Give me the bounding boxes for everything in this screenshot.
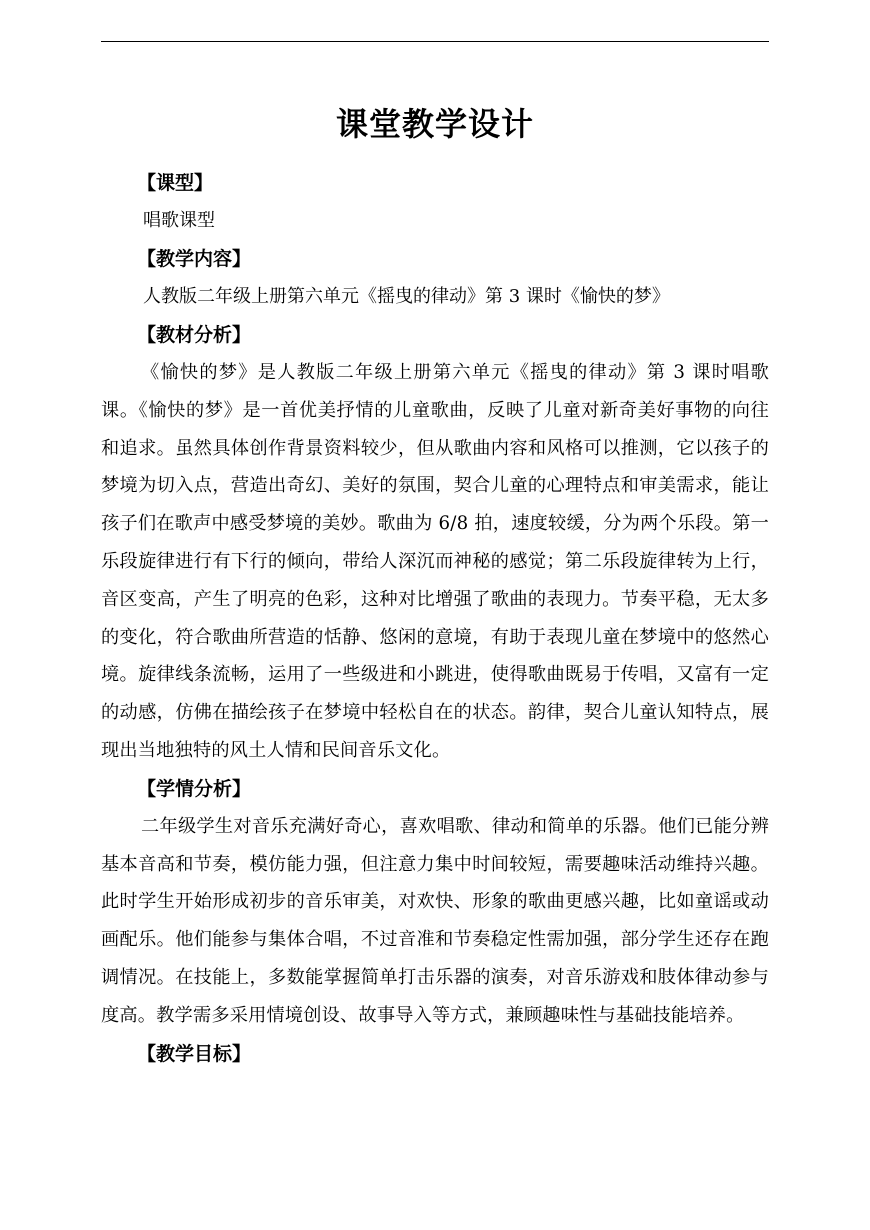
header-rule [101, 41, 769, 42]
teaching-content-text: 人教版二年级上册第六单元《摇曳的律动》第 3 课时《愉快的梦》 [143, 286, 670, 307]
lesson-type-text: 唱歌课型 [143, 210, 215, 231]
student-analysis-paragraph: 二年级学生对音乐充满好奇心，喜欢唱歌、律动和简单的乐器。他们已能分辨基本音高和节奏，模仿能力强，但注意力集中时间较短，需要趣味活动维持兴趣。此时学生开始形成初步的音乐审美，对欢快、形象的歌曲更感兴趣，比如童谣或动画配乐。他们能参与集体合唱，不过音准和节奏稳定性需加强，部分学生还存在跑调情况。在技能上，多数能掌握简单打击乐器的演奏，对音乐游戏和肢体律动参与度高。教学需多采用情境创设、故事导入等方式，兼顾趣味性与基础技能培养。 [101, 815, 769, 1026]
teaching-objectives-heading: 【教学目标】 [137, 1042, 252, 1065]
teaching-content-heading: 【教学内容】 [137, 248, 252, 270]
material-analysis-paragraph: 《愉快的梦》是人教版二年级上册第六单元《摇曳的律动》第 3 课时唱歌课。《愉快的梦》是一首优美抒情的儿童歌曲，反映了儿童对新奇美好事物的向往和追求。虽然具体创作背景资料较少，但从歌曲内容和风格可以推测，它以孩子的梦境为切入点，营造出奇幻、美好的氛围，契合儿童的心理特点和审美需求，能让孩子们在歌声中感受梦境的美妙。歌曲为 6/8 拍，速度较缓，分为两个乐段。第一乐段旋律进行有下行的倾向，带给人深沉而神秘的感觉；第二乐段旋律转为上行，音区变高，产生了明亮的色彩，这种对比增强了歌曲的表现力。节奏平稳，无太多的变化，符合歌曲所营造的恬静、悠闲的意境，有助于表现儿童在梦境中的悠然心境。旋律线条流畅，运用了一些级进和小跳进，使得歌曲既易于传唱，又富有一定的动感，仿佛在描绘孩子在梦境中轻松自在的状态。韵律，契合儿童认知特点，展现出当地独特的风土人情和民间音乐文化。 [101, 362, 769, 761]
material-analysis-heading: 【教材分析】 [137, 324, 252, 346]
student-analysis-heading: 【学情分析】 [137, 777, 252, 800]
page-title: 课堂教学设计 [335, 105, 534, 144]
lesson-type-heading: 【课型】 [137, 172, 214, 194]
document-body [101, 164, 769, 1073]
